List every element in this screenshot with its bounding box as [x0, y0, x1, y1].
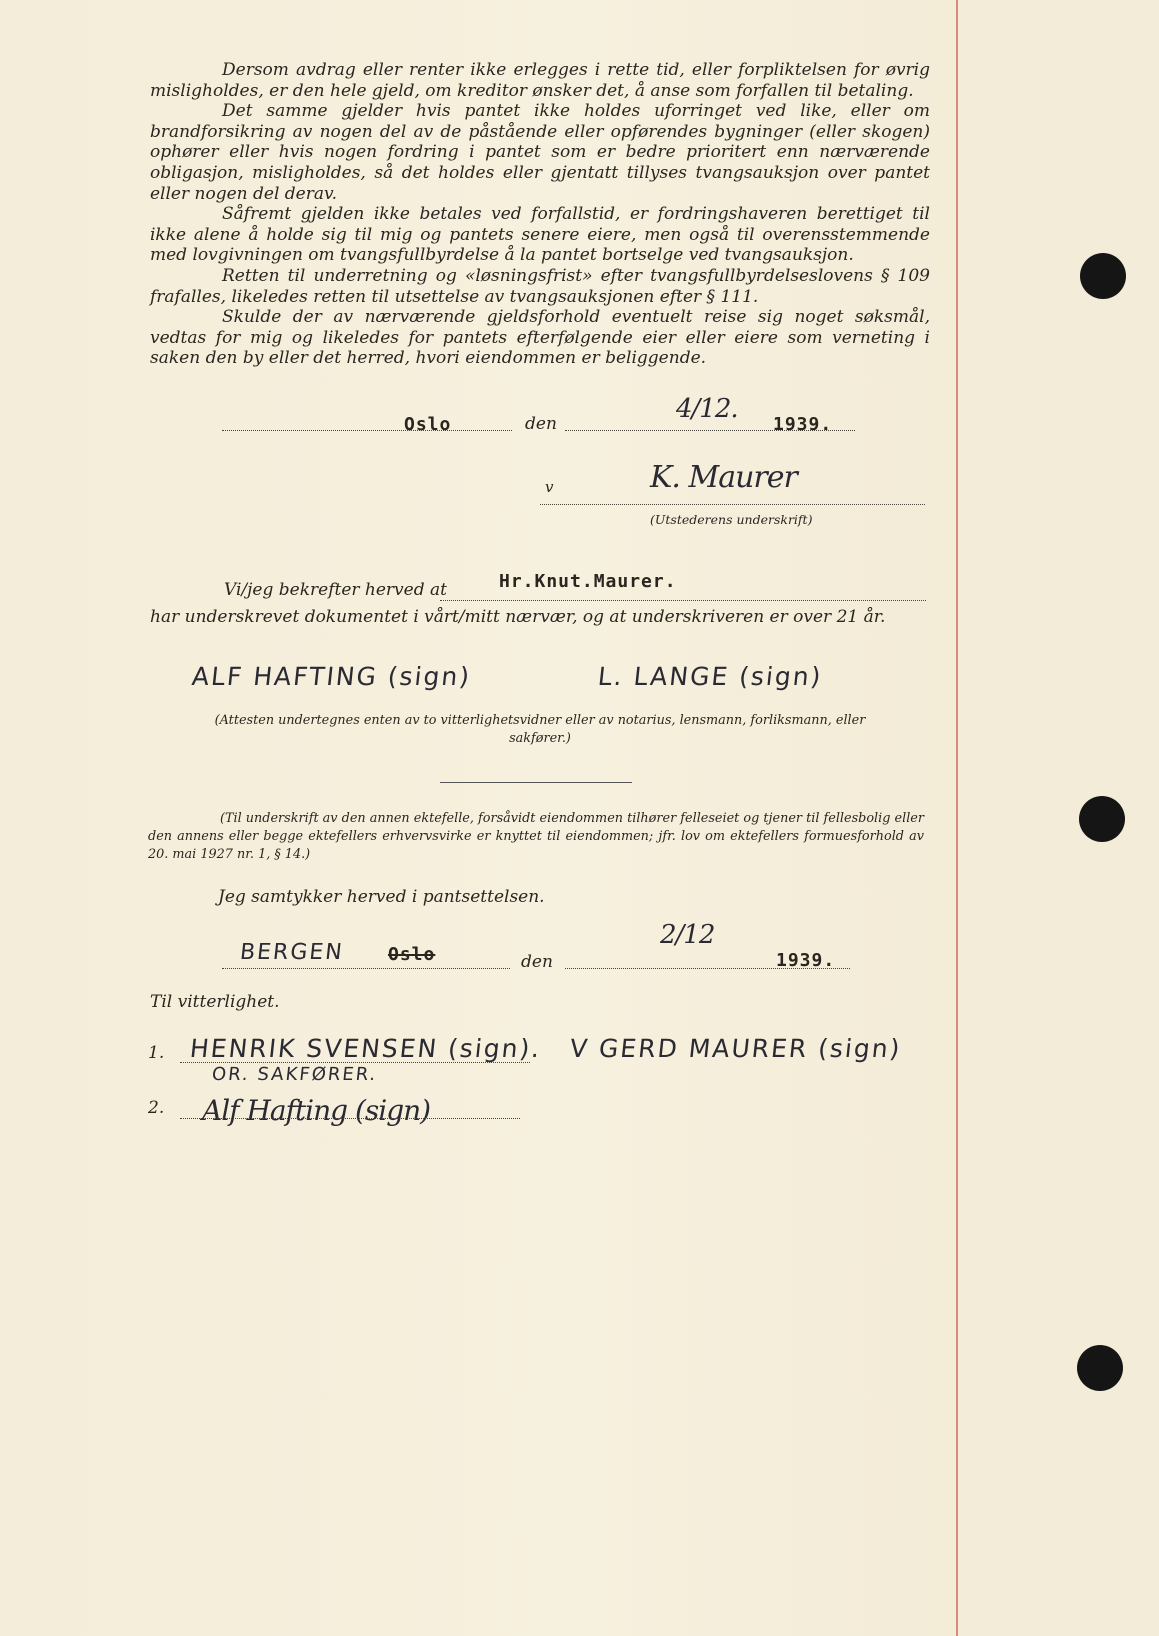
witness-gerd-maurer: V GERD MAURER (sign) [568, 1034, 903, 1063]
paragraph-default: Dersom avdrag eller renter ikke erlegges i rette tid, eller forpliktelsen for øvrig misligholdes, er den hele gjeld, om kreditor ønsker det, å anse som forfallen til betaling. [150, 60, 930, 101]
punch-hole-bottom [1077, 1345, 1123, 1391]
paragraph-enforcement: Såfremt gjelden ikke betales ved forfallstid, er fordringshaveren berettiget til ikke alene å holde sig til mig og pantets senere eiere, men også til overensstemmende med lovgivningen om tvangsfullbyrdelse å la pantet bortselge ved tvangsauksjon. [150, 204, 930, 266]
signature-line-1 [540, 504, 925, 505]
punch-hole-middle [1079, 796, 1125, 842]
place-struck-2: Oslo [388, 944, 436, 965]
place-1: Oslo [404, 414, 452, 435]
witness-alf-hafting-2: Alf Hafting (sign) [202, 1094, 431, 1127]
terms-text [150, 60, 930, 369]
confirmation-line [440, 600, 926, 601]
separator-rule [440, 782, 632, 783]
paragraph-security: Det samme gjelder hvis pantet ikke holdes uforringet ved like, eller om brandforsikring av nogen del av de påstående eller opførendes bygninger (eller skogen) ophører eller hvis nogen fordring i pantet som er bedre prioritert enn nærværende obligasjon, misligholdes, så det holdes eller gjentatt tillyses tvangsauksjon over pantet eller nogen del derav. [150, 101, 930, 204]
den-1: den [525, 414, 557, 434]
confirmation-name: Hr.Knut.Maurer. [499, 571, 677, 592]
place-hand-2: BERGEN [238, 940, 346, 965]
til-vitterlighet: Til vitterlighet. [150, 992, 280, 1012]
punch-hole-top [1080, 253, 1126, 299]
witness-henrik-svensen: HENRIK SVENSEN (sign). [188, 1034, 543, 1063]
issuer-signature: K. Maurer [650, 460, 797, 495]
den-2: den [521, 952, 553, 972]
attest-note: (Attesten undertegnes enten av to vitterlighetsvidner eller av notarius, lensmann, forliksmann, eller sakfører.) [214, 713, 866, 746]
red-margin-line [956, 0, 958, 1636]
confirmation-line2: har underskrevet dokumentet i vårt/mitt nærvær, og at underskriveren er over 21 år. [150, 607, 886, 627]
witness-alf-hafting: ALF HAFTING (sign) [190, 662, 473, 691]
witness-l-lange: L. LANGE (sign) [596, 662, 824, 691]
consent-text: Jeg samtykker herved i pantsettelsen. [218, 887, 545, 907]
confirmation-prefix: Vi/jeg bekrefter herved at [224, 580, 447, 600]
place-line-1 [222, 430, 512, 431]
spouse-note: (Til underskrift av den annen ektefelle, forsåvidt eiendommen tilhører felleseiet og tjener til fellesbolig eller den annens eller begge ektefellers erhvervsvirke er knyttet til eiendommen; jfr. lov om ektefellers formuesforhold av 20. mai 1927 nr. 1, § 14.) [148, 811, 924, 862]
paragraph-venue: Skulde der av nærværende gjeldsforhold eventuelt reise sig noget søksmål, vedtas for mig og likeledes for pantets efterfølgende eier eller eiere som verneting i saken den by eller det herred, hvori eiendommen er beliggende. [150, 307, 930, 369]
witness-title: OR. SAKFØRER. [210, 1064, 379, 1085]
witness-line-1 [180, 1062, 530, 1063]
date-hand-2: 2/12 [660, 920, 715, 950]
witness-line-2 [180, 1118, 520, 1119]
year-1: 1939. [773, 414, 833, 435]
tick-mark: v [545, 478, 554, 496]
year-2: 1939. [776, 950, 836, 971]
paragraph-notice: Retten til underretning og «løsningsfrist» efter tvangsfullbyrdelseslovens § 109 frafalles, likeledes retten til utsettelse av tvangsauksjonen efter § 111. [150, 265, 930, 307]
place-line-2 [222, 968, 510, 969]
witness-num-2: 2. [148, 1098, 165, 1118]
right-margin-strip [958, 0, 1159, 1636]
date-hand-1: 4/12. [676, 394, 738, 424]
issuer-caption: (Utstederens underskrift) [650, 512, 813, 527]
witness-num-1: 1. [148, 1043, 165, 1063]
